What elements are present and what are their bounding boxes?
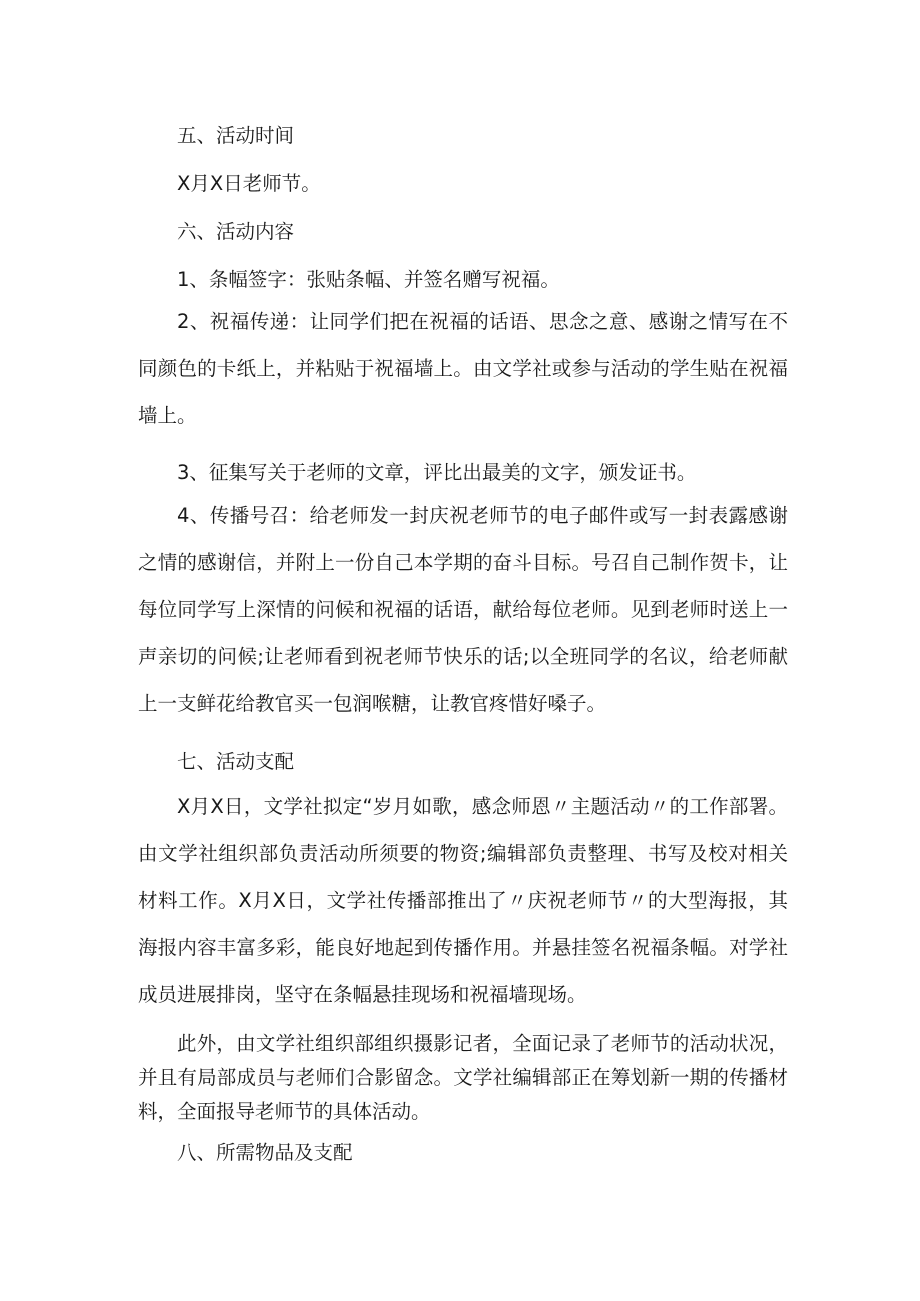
paragraph-additional: 此外，由文学社组织部组织摄影记者，全面记录了老师节的活动状况，并且有局部成员与老师们合影留念。文学社编辑部正在筹划新一期的传播材料，全面报导老师节的具体活动。 [138,1032,788,1123]
section-heading-content: 六、活动内容 [177,220,295,243]
paragraph-time: X月X日老师节。 [177,172,321,195]
list-item: 3、征集写关于老师的文章，评比出最美的文字，颁发证书。 [177,461,697,484]
list-item: 2、祝福传递：让同学们把在祝福的话语、思念之意、感谢之情写在不同颜色的卡纸上，并粘贴于祝福墙上。由文学社或参与活动的学生贴在祝福墙上。 [138,310,788,427]
section-heading-supplies: 八、所需物品及支配 [177,1141,353,1164]
section-heading-arrangement: 七、活动支配 [177,750,295,773]
list-item: 1、条幅签字：张贴条幅、并签名赠写祝福。 [177,268,560,291]
list-item: 4、传播号召：给老师发一封庆祝老师节的电子邮件或写一封表露感谢之情的感谢信，并附上一份自己本学期的奋斗目标。号召自己制作贺卡，让每位同学写上深情的问候和祝福的话语，献给每位老师。见到老师时送上一声亲切的问候;让老师看到祝老师节快乐的话;以全班同学的名议，给老师献上一支鲜花给教官买一包润喉糖，让教官疼惜好嗓子。 [138,504,788,715]
section-heading-time: 五、活动时间 [177,124,295,147]
paragraph-arrangement: X月X日，文学社拟定“岁月如歌，感念师恩〃主题活动〃的工作部署。由文学社组织部负责活动所须要的物资;编辑部负责整理、书写及校对相关材料工作。X月X日，文学社传播部推出了〃庆祝老师节〃的大型海报，其海报内容丰富多彩，能良好地起到传播作用。并悬挂签名祝福条幅。对学社成员进展排岗，坚守在条幅悬挂现场和祝福墙现场。 [138,795,788,1006]
